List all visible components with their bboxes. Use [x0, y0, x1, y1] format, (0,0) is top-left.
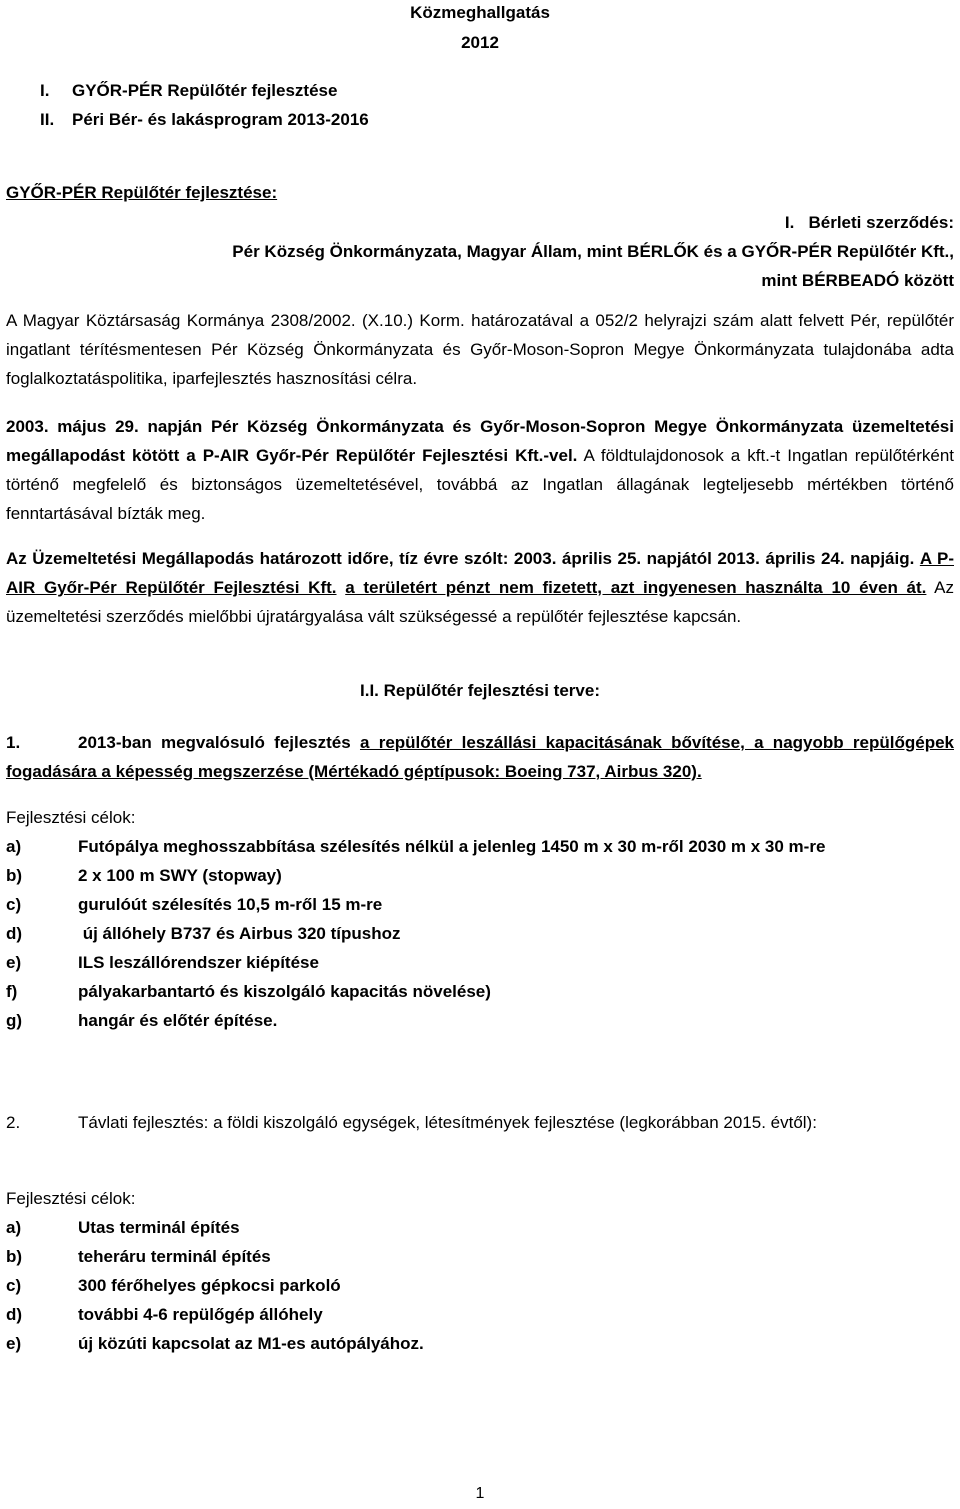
contract-heading [6, 208, 954, 295]
page-number: 1 [475, 1485, 485, 1502]
goals-label: Fejlesztési célok: [6, 808, 136, 827]
document-header [330, 0, 630, 58]
paragraph-government-decision: A Magyar Köztársaság Kormánya 2308/2002. (X.10.) Korm. határozatával a 052/2 helyrajzi szám alatt felvett Pér, repülőtér ingatlant térítésmentesen Pér Község Önkormányzata és Győr-Moson-Sopron Megye Önkormányzata tulajdonába adta foglalkoztatáspolitika, iparfejlesztés hasznosítási célra. [6, 311, 954, 388]
plan-item-2: 2. Távlati fejlesztés: a földi kiszolgáló egységek, létesítmények fejlesztése (legkorábban 2015. évtől): [6, 1113, 817, 1132]
header-year: 2012 [461, 33, 499, 52]
paragraph-agreement-term: Az Üzemeltetési Megállapodás határozott időre, tíz évre szólt: 2003. április 25. napjától 2013. április 24. napjáig. A P-AIR Győr-Pér Repülőtér Fejlesztési Kft. a területért pénzt nem fizetett, azt ingyenesen használta 10 éven át. Az üzemeltetési szerződés mielőbbi újratárgyalása vált szükségessé a repülőtér fejlesztése kapcsán. [6, 549, 954, 626]
plan-item-1: 1. 2013-ban megvalósuló fejlesztés a repülőtér leszállási kapacitásának bővítése, a nagyobb repülőgépek fogadására a képesség megszerzése (Mértékadó géptípusok: Boeing 737, Airbus 320). [6, 733, 954, 781]
goals-list-2 [6, 1213, 954, 1358]
list-item: e) új közúti kapcsolat az M1-es autópályához. [6, 1334, 424, 1353]
list-item: g) hangár és előtér építése. [6, 1011, 278, 1030]
list-item: f) pályakarbantartó és kiszolgáló kapacitás növelése) [6, 982, 491, 1001]
list-item: a) Futópálya meghosszabbítása szélesítés nélkül a jelenleg 1450 m x 30 m-ről 2030 m x 30 m-re [6, 837, 826, 856]
section-title: GYŐR-PÉR Repülőtér fejlesztése: [6, 183, 278, 202]
goals-label: Fejlesztési célok: [6, 1189, 136, 1208]
list-item: c) gurulóút szélesítés 10,5 m-ről 15 m-re [6, 895, 383, 914]
agenda-item: II. Péri Bér- és lakásprogram 2013-2016 [40, 110, 369, 129]
header-title: Közmeghallgatás [410, 3, 550, 22]
contract-parties: Pér Község Önkormányzata, Magyar Állam, mint BÉRLŐK és a GYŐR-PÉR Repülőtér Kft., [232, 242, 954, 261]
agenda-item: I. GYŐR-PÉR Repülőtér fejlesztése [40, 81, 338, 100]
plan-title: I.I. Repülőtér fejlesztési terve: [360, 681, 600, 700]
list-item: c) 300 férőhelyes gépkocsi parkoló [6, 1276, 341, 1295]
list-item: a) Utas terminál építés [6, 1218, 240, 1237]
contract-lessor: mint BÉRBEADÓ között [761, 271, 954, 290]
goals-list-1 [6, 832, 954, 1035]
list-item: d) új állóhely B737 és Airbus 320 típushoz [6, 924, 401, 943]
agenda-list [6, 76, 954, 134]
list-item: e) ILS leszállórendszer kiépítése [6, 953, 319, 972]
list-item: b) teheráru terminál építés [6, 1247, 271, 1266]
contract-title: I. Bérleti szerződés: [784, 213, 954, 232]
paragraph-operating-agreement: 2003. május 29. napján Pér Község Önkormányzata és Győr-Moson-Sopron Megye Önkormányzata üzemeltetési megállapodást kötött a P-AIR Győr-Pér Repülőtér Fejlesztési Kft.-vel. A földtulajdonosok a kft.-t Ingatlan repülőtérként történő megfelelő és biztonságos üzemeltetésével, továbbá az Ingatlan állagának legteljesebb mértékben történő fenntartásával bízták meg. [6, 417, 955, 523]
list-item: b) 2 x 100 m SWY (stopway) [6, 866, 282, 885]
list-item: d) további 4-6 repülőgép állóhely [6, 1305, 323, 1324]
